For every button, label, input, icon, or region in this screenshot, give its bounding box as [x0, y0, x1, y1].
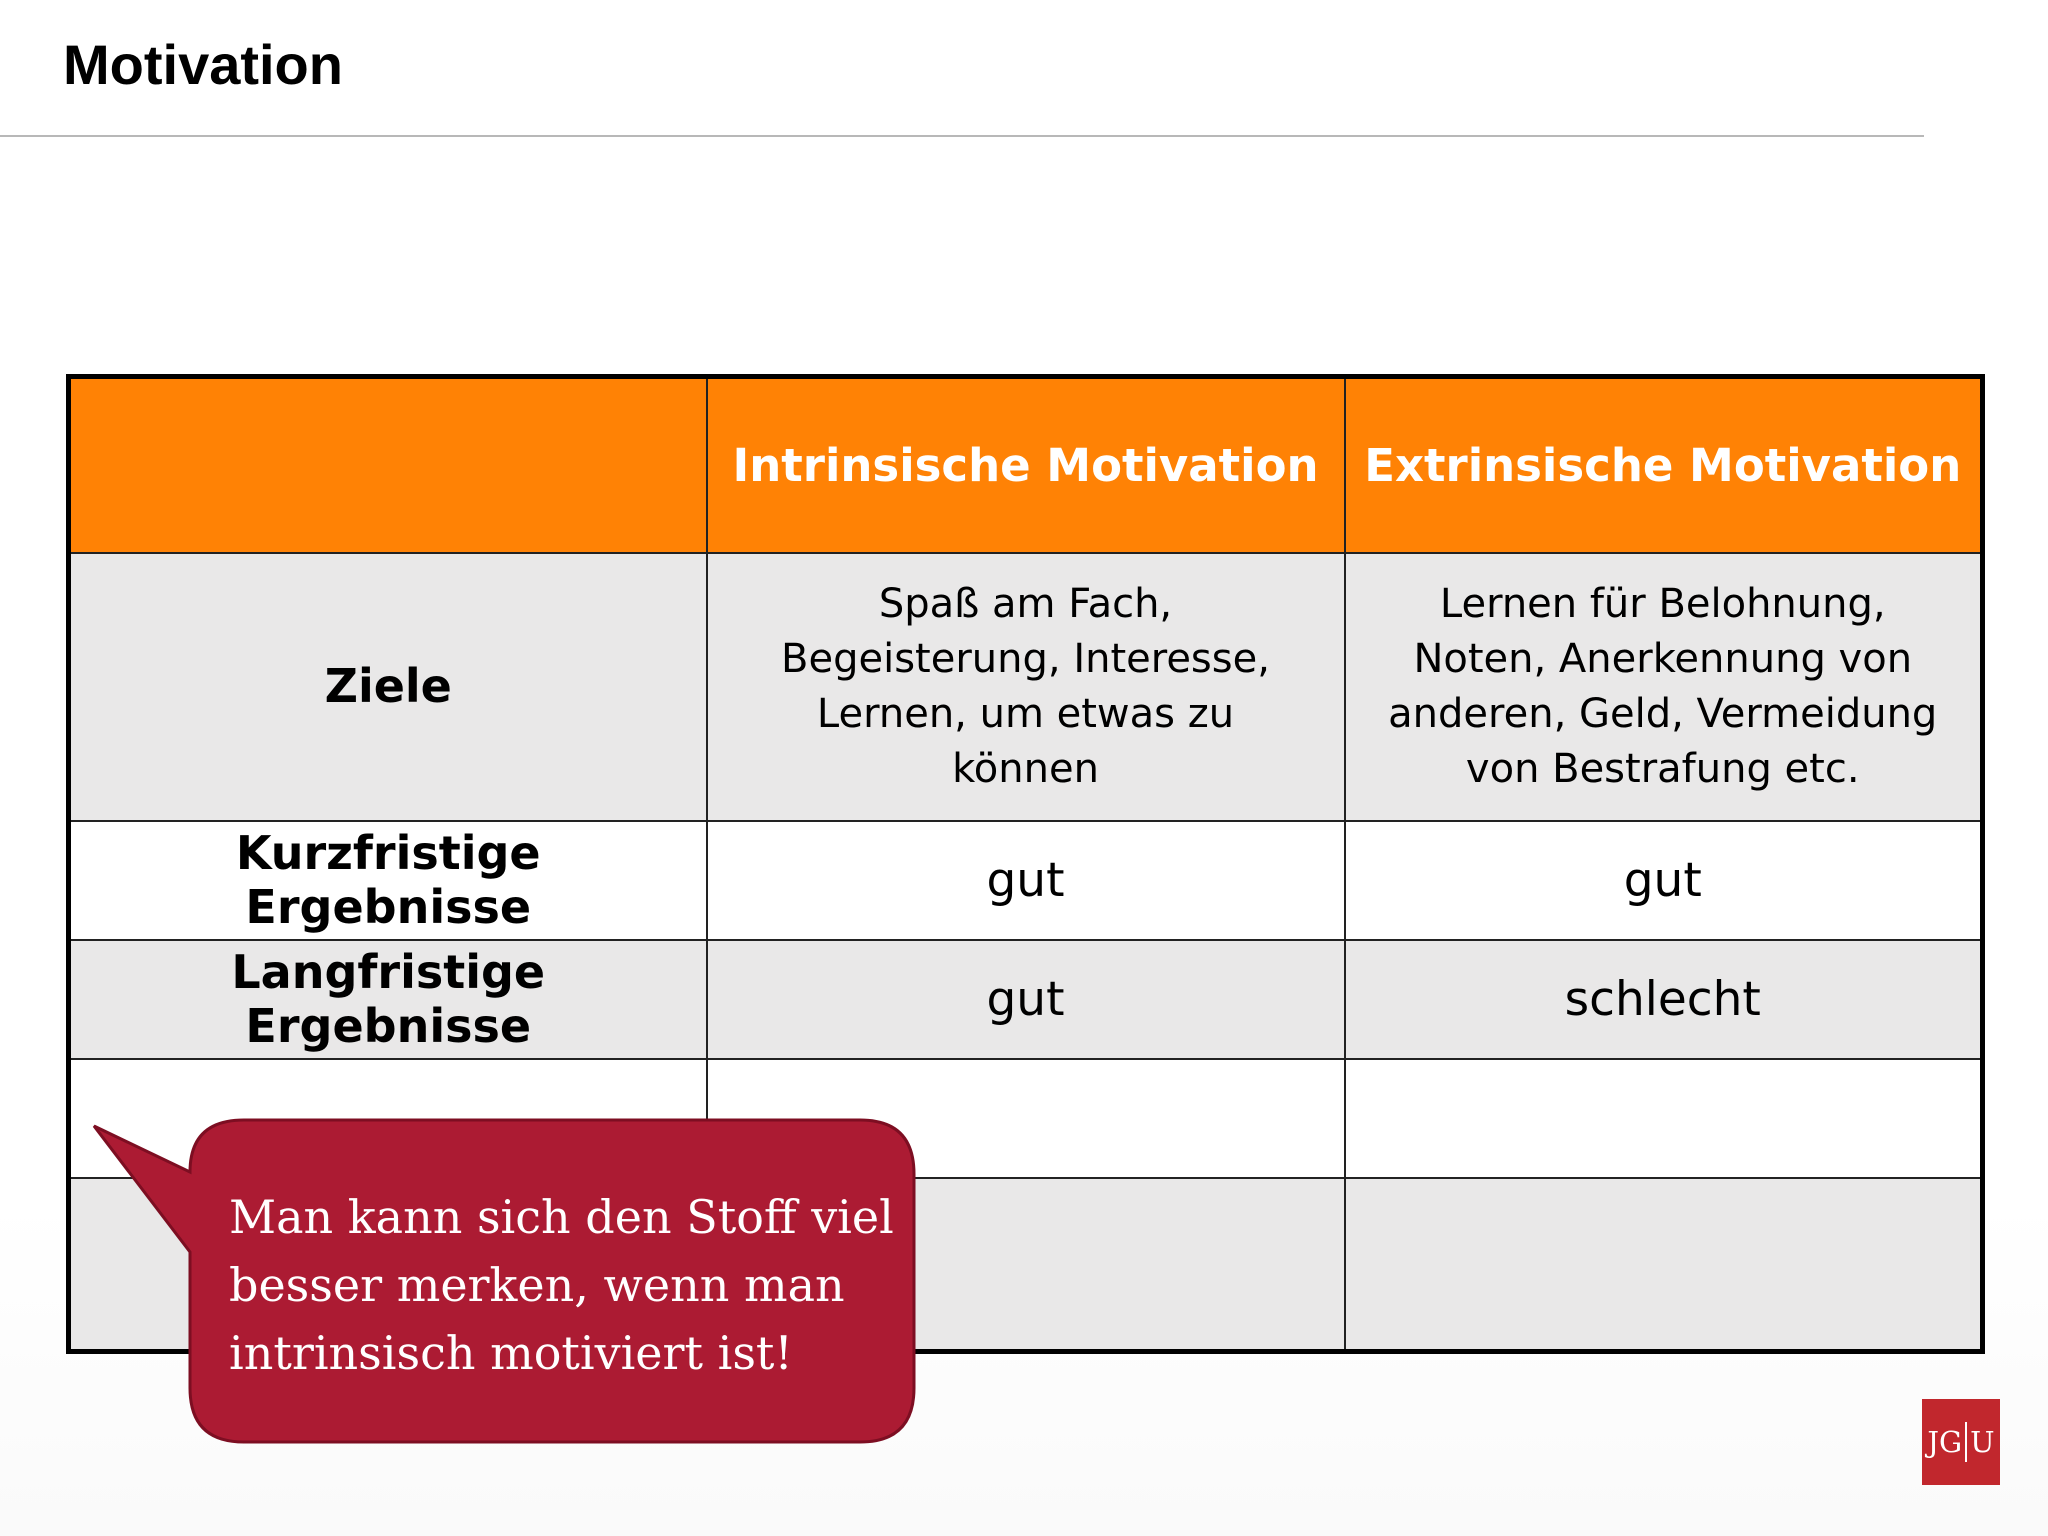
header-intrinsic: Intrinsische Motivation: [707, 377, 1345, 553]
speech-bubble-line: intrinsisch motiviert ist!: [229, 1326, 793, 1380]
speech-bubble-text: [229, 1183, 909, 1387]
slide-title: Motivation: [63, 33, 343, 96]
row-label: Langfristige Ergebnisse: [69, 940, 707, 1059]
speech-bubble-line: besser merken, wenn man: [229, 1258, 845, 1312]
cell-extrinsic: schlecht: [1345, 940, 1983, 1059]
row-label: Ziele: [69, 553, 707, 821]
logo-left: JG: [1927, 1425, 1963, 1459]
cell-intrinsic: gut: [707, 940, 1345, 1059]
cell-extrinsic: gut: [1345, 821, 1983, 940]
cell-extrinsic: Lernen für Belohnung, Noten, Anerkennung von anderen, Geld, Vermeidung von Bestrafung etc.: [1345, 553, 1983, 821]
cell-intrinsic: Spaß am Fach, Begeisterung, Interesse, Lernen, um etwas zu können: [707, 553, 1345, 821]
speech-bubble-line: Man kann sich den Stoff viel: [229, 1190, 894, 1244]
cell-intrinsic: gut: [707, 821, 1345, 940]
row-label: Kurzfristige Ergebnisse: [69, 821, 707, 940]
logo-right: U: [1970, 1425, 1995, 1459]
university-logo: [1922, 1399, 2000, 1485]
logo-separator: [1965, 1422, 1967, 1462]
header-extrinsic: Extrinsische Motivation: [1345, 377, 1983, 553]
